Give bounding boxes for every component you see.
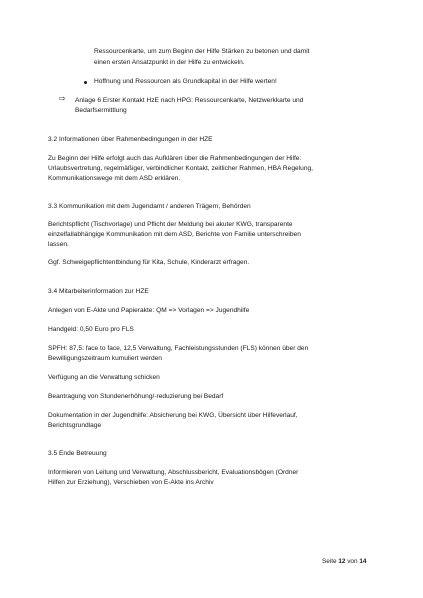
paragraph-line: lassen.	[48, 241, 69, 248]
paragraph-line: Verfügung an die Verwaltung schicken	[48, 374, 160, 381]
page-number	[322, 557, 366, 566]
paragraph-line: Berichtsgrundlage	[48, 422, 102, 429]
page-prefix: Seite	[322, 558, 339, 565]
page-middle: von	[345, 558, 360, 565]
section-heading: 3.4 Mitarbeiterinformation zur HZE	[48, 288, 149, 295]
reference-line: Anlage 6 Erster Kontakt HzE nach HPG: Ressourcenkarte, Netzwerkkarte und	[75, 97, 304, 104]
paragraph-line: Bewilligungszeitraum kumuliert werden	[48, 355, 162, 362]
text-line: einen ersten Ansatzpunkt in der Hilfe zu entwickeln.	[94, 59, 245, 66]
paragraph-line: SPFH: 87,5: face to face, 12,5 Verwaltung, Fachleistungsstunden (FLS) können über den	[48, 345, 309, 352]
paragraph-line: Handgeld: 0,50 Euro pro FLS	[48, 326, 134, 333]
section-heading: 3.5 Ende Betreuung	[48, 450, 107, 457]
text-line: Ressourcenkarte, um zum Beginn der Hilfe Stärken zu betonen und damit	[94, 48, 310, 55]
section-heading: 3.3 Kommunikation mit dem Jugendamt / anderen Trägern, Behörden	[48, 203, 251, 210]
paragraph-line: Beantragung von Stundenerhöhung/-reduzierung bei Bedarf	[48, 393, 224, 400]
bullet-icon	[84, 81, 87, 84]
current-page: 12	[338, 558, 346, 565]
bullet-item: Hoffnung und Ressourcen als Grundkapital in der Hilfe werten!	[94, 78, 277, 85]
arrow-right-icon: ⇨	[59, 94, 66, 103]
total-pages: 14	[359, 558, 367, 565]
paragraph-line: Urlaubsvertretung, regelmäßiger, verbindlicher Kontakt, zeitlicher Rahmen, HBA Regelung,	[48, 165, 313, 172]
reference-line: Bedarfsermittlung	[75, 107, 127, 114]
paragraph-line: einzelfallabhängige Kommunikation mit dem ASD, Berichte von Familie unterschreiben	[48, 231, 301, 238]
paragraph-line: Zu Beginn der Hilfe erfolgt auch das Aufklären über die Rahmenbedingungen der Hilfe:	[48, 155, 302, 162]
paragraph-line: Anlegen von E-Akte und Papierakte: QM => Vorlagen => Jugendhilfe	[48, 307, 250, 314]
paragraph-line: Ggf. Schweigepflichtentbindung für Kita, Schule, Kinderarzt erfragen.	[48, 259, 250, 266]
paragraph-line: Dokumentation in der Jugendhilfe: Absicherung bei KWG, Übersicht über Hilfeverlauf,	[48, 412, 298, 419]
section-heading: 3.2 Informationen über Rahmenbedingungen in der HZE	[48, 136, 213, 143]
paragraph-line: Informieren von Leitung und Verwaltung, Abschlussbericht, Evaluationsbögen (Ordner	[48, 469, 299, 476]
paragraph-line: Berichtspflicht (Tischvorlage) und Pflicht der Meldung bei akuter KWG, transparente	[48, 221, 293, 228]
paragraph-line: Kommunikationswege mit dem ASD erklären.	[48, 175, 181, 182]
paragraph-line: Hilfen zur Erziehung), Verschieben von E-Akte ins Archiv	[48, 479, 214, 486]
